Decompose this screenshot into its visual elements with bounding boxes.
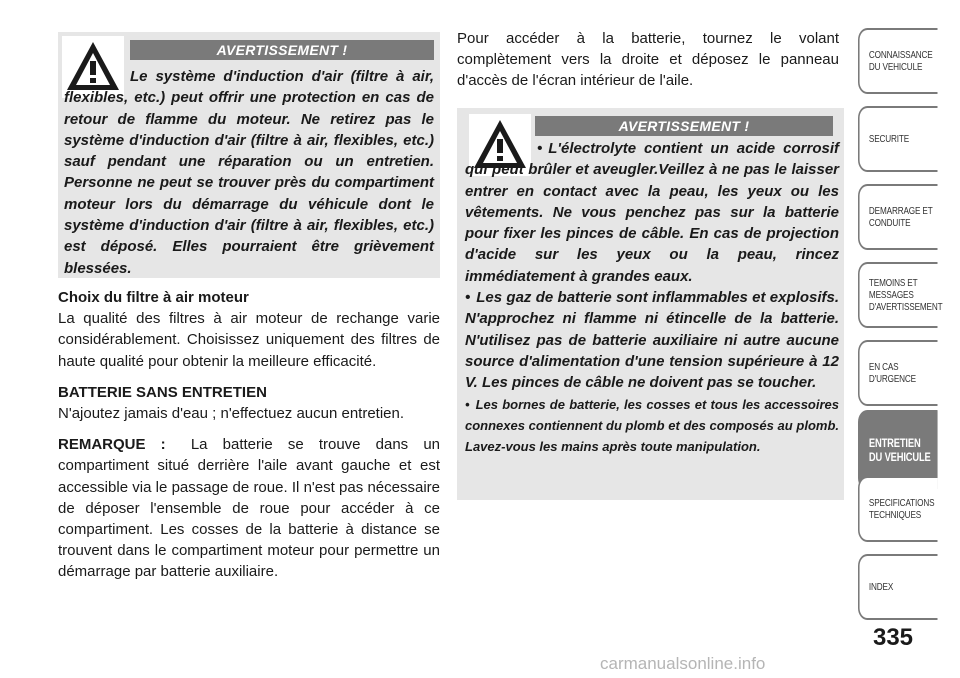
page-number: 335 [872, 624, 914, 651]
tab-connaissance[interactable]: CONNAISSANCE DU VEHICULE [858, 28, 938, 94]
remark-label: REMARQUE : [58, 436, 166, 454]
right-intro: Pour accéder à la batterie, tournez le volant complètement vers la droite et déposez le panneau d'accès de l'écran intérieur de l'aile. [457, 30, 839, 90]
watermark: carmanualsonline.info [600, 654, 766, 673]
tab-securite[interactable]: SECURITE [858, 106, 938, 172]
battery-text: N'ajoutez jamais d'eau ; n'effectuez aucun entretien. [58, 405, 405, 423]
warning-header: AVERTISSEMENT ! [130, 40, 434, 60]
remark-text: La batterie se trouve dans un compartiment situé derrière l'aile avant gauche et est accessible via le passage de roue. Il n'est pas nécessaire de déposer l'ensemble de roue pour accéder à ce compartiment. Les cosses de la batterie à distance se trouvent dans le compartiment moteur pour permettre un démarrage par batterie auxiliaire. [58, 436, 441, 581]
left-warning-box [58, 32, 440, 278]
air-filter-text: La qualité des filtres à air moteur de rechange varie considérablement. Choisissez uniquement des filtres de haute qualité pour obtenir la meilleure efficacité. [58, 310, 440, 370]
warning-bullet-item: • Les gaz de batterie sont inflammables et explosifs. N'approchez ni flamme ni étincelle de la batterie. N'utilisez pas de batterie auxiliaire ni autre aucune source d'alimentation d'une tension supérieure à 12 V. Les pinces de câble ne doivent pas se toucher. [465, 289, 839, 392]
warning-header: AVERTISSEMENT ! [535, 116, 833, 136]
air-filter-heading: Choix du filtre à air moteur [58, 289, 249, 306]
warning-bullets [465, 138, 839, 457]
warning-bullet-item: • Les bornes de batterie, les cosses et tous les accessoires connexes contiennent du plomb et des composés au plomb. Lavez-vous les mains après toute manipulation. [465, 396, 839, 454]
warning-text [64, 66, 434, 279]
tab-index[interactable]: INDEX [858, 554, 938, 620]
tab-demarrage[interactable]: DEMARRAGE ET CONDUITE [858, 184, 938, 250]
tab-temoins[interactable]: TEMOINS ET MESSAGES D'AVERTISSEMENT [858, 262, 938, 328]
battery-heading: BATTERIE SANS ENTRETIEN [58, 383, 267, 401]
tab-urgence[interactable]: EN CAS D'URGENCE [858, 340, 938, 406]
warning-text-content: Le système d'induction d'air (filtre à air, flexibles, etc.) peut offrir une protection en cas de retour de flamme du moteur. Ne retirez pas le système d'induction d'air (filtre à air, flexibles, etc.) sauf pendant une réparation ou un entretien. Personne ne peut se trouver près du compartiment moteur lors du démarrage du véhicule dont le système d'induction d'air (filtre à air, flexibles, etc.) est déposé. Elles pourraient être grièvement blessées. [64, 68, 434, 277]
tab-specifications[interactable]: SPECIFICATIONS TECHNIQUES [858, 476, 938, 542]
tab-entretien[interactable]: ENTRETIEN DU VEHICULE [858, 410, 938, 490]
right-warning-box [457, 108, 844, 500]
left-body [58, 287, 440, 589]
warning-bullet-item: • L'électrolyte contient un acide corrosif qui peut brûler et aveugler.Veillez à ne pas le laisser entrer en contact avec la peau, les yeux ou les vêtements. Ne vous penchez pas sur la batterie pour fixer les pinces de câble. En cas de projection d'acide sur les yeux ou la peau, rincez immédiatement à grandes eaux. [465, 140, 839, 285]
